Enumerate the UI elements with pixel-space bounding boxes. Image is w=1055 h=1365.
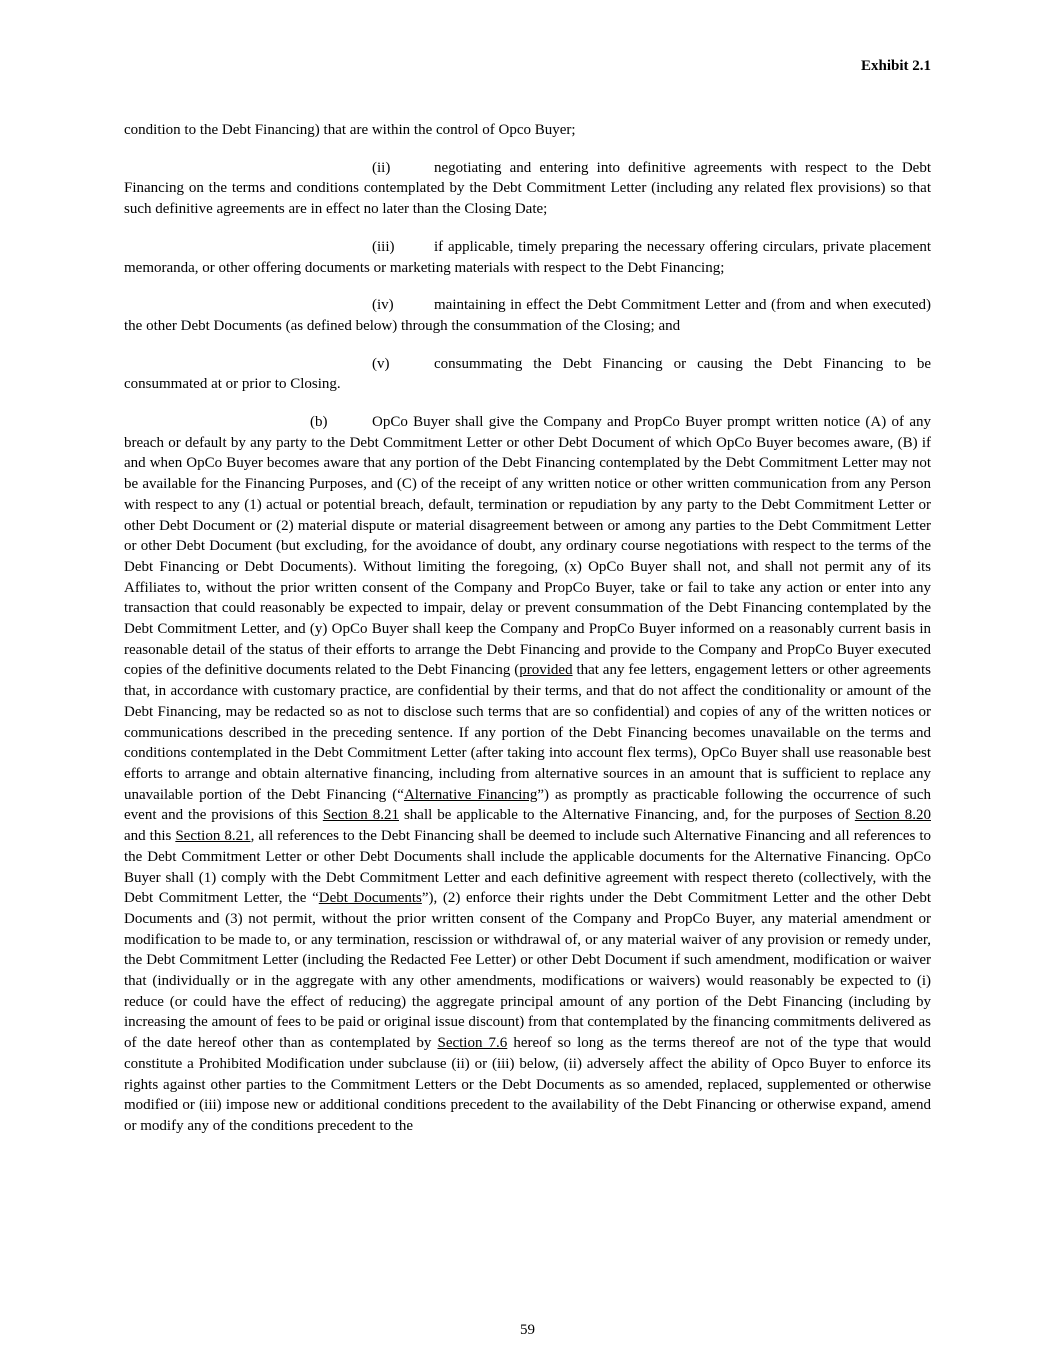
clause-text: ”) as promptly as practicable following the occurrence of such event and the provisions of this	[124, 786, 931, 824]
paragraph-continuation: condition to the Debt Financing) that are within the control of Opco Buyer;	[124, 122, 576, 138]
defined-term-alternative-financing: Alternative Financing	[403, 786, 538, 803]
section-ref-8-21: Section 8.21	[175, 828, 251, 845]
clause-text: shall be applicable to the Alternative Financing, and, for the purposes of	[399, 807, 855, 824]
clause-text: maintaining in effect the Debt Commitment Letter and (from and when executed) the other Debt Documents (as defined below) through the consummation of the Closing; and	[124, 297, 931, 334]
section-ref-8-20: Section 8.20	[854, 807, 931, 824]
clause-number: (iv)	[372, 297, 394, 314]
clause-text: ”), (2) enforce their rights under the Debt Commitment Letter and the other Debt Documents and (3) not permit, without the prior written consent of the Company and PropCo Buyer, any material amendment or modification to be made to, or any termination, rescission or withdrawal of, or any material waiver of any provision or remedy under, the Debt Commitment Letter (including the Redacted Fee Letter) or other Debt Document if such amendment, modification or waiver that (individually or in the aggregate with any other amendments, modifications or waivers) would reasonably be expected to (i) reduce (or could have the effect of reducing) the aggregate principal amount of any portion of the Debt Financing (including by increasing the amount of fees to be paid or original issue discount) from that contemplated by the financing commitments delivered as of the date hereof other than as contemplated by	[124, 890, 932, 1052]
section-ref-7-6: Section 7.6	[437, 1035, 508, 1052]
section-ref-8-21: Section 8.21	[322, 807, 399, 824]
clause-ii	[124, 158, 931, 220]
clause-iv	[124, 295, 931, 336]
defined-term-debt-documents: Debt Documents	[318, 890, 422, 907]
clause-text: hereof so long as the terms thereof are not of the type that would constitute a Prohibited Modification under subclause (ii) or (iii) below, (ii) adversely affect the ability of Opco Buyer to enforce its rights against other parties to the Commitment Letters or the Debt Documents as so amended, replaced, supplemented or otherwise modified or (iii) impose new or additional conditions precedent to the availability of the Debt Financing or otherwise expand, amend or modify any of the conditions precedent to the	[124, 1035, 931, 1134]
defined-term-provided: provided	[519, 662, 573, 679]
clause-text: negotiating and entering into definitive agreements with respect to the Debt Financing on the terms and conditions contemplated by the Debt Commitment Letter (including any related flex provisions) so that such definitive agreements are in effect no later than the Closing Date;	[124, 159, 931, 218]
clause-text: consummating the Debt Financing or causing the Debt Financing to be consummated at or prior to Closing.	[124, 355, 931, 393]
clause-number: (v)	[372, 355, 390, 372]
clause-number: (iii)	[372, 238, 395, 255]
clause-b	[124, 412, 931, 1137]
clause-text: , all references to the Debt Financing shall be deemed to include such Alternative Financing and all references to the Debt Commitment Letter or other Debt Documents shall include the applicable documents for the Alternative Financing. OpCo Buyer shall (1) comply with the Debt Commitment Letter and each definitive agreement with respect thereto (collectively, with the Debt Commitment Letter, the “	[124, 828, 931, 907]
clause-number: (ii)	[372, 159, 391, 176]
clause-number: (b)	[310, 414, 328, 431]
clause-text: that any fee letters, engagement letters or other agreements that, in accordance with customary practice, are confidential by their terms, and that do not affect the conditionality or amount of the Debt Financing, may be redacted so as not to disclose such terms that are so confidential) and copies of any of the written notices or communications described in the preceding sentence. If any portion of the Debt Financing becomes unavailable on the terms and conditions contemplated in the Debt Commitment Letter (after taking into account flex terms), OpCo Buyer shall use reasonable best efforts to arrange and obtain alternative financing, including from alternative sources in an amount that is sufficient to replace any unavailable portion of the Debt Financing (“	[124, 662, 931, 803]
exhibit-label: Exhibit 2.1	[860, 58, 931, 74]
clause-text: if applicable, timely preparing the necessary offering circulars, private placement memoranda, or other offering documents or marketing materials with respect to the Debt Financing;	[124, 238, 931, 276]
clause-v	[124, 354, 931, 395]
page-number: 59	[520, 1322, 535, 1338]
document-body	[124, 120, 931, 1154]
clause-text: and this	[124, 828, 176, 845]
clause-iii	[124, 237, 931, 278]
clause-text: OpCo Buyer shall give the Company and PropCo Buyer prompt written notice (A) of any breach or default by any party to the Debt Commitment Letter or other Debt Document of which OpCo Buyer becomes aware, (B) if and when OpCo Buyer becomes aware that any portion of the Debt Financing contemplated by the Debt Commitment Letter may not be available for the Financing Purposes, and (C) of the receipt of any written notice or other written communication from any Person with respect to any (1) actual or potential breach, default, termination or repudiation by any party to the Debt Commitment Letter or other Debt Document or (2) material dispute or material disagreement between or among any parties to the Debt Commitment Letter or other Debt Document (but excluding, for the avoidance of doubt, any ordinary course negotiations with respect to the terms of the Debt Financing or Debt Documents). Without limiting the foregoing, (x) OpCo Buyer shall not, and shall not permit any of its Affiliates to, without the prior written consent of the Company and PropCo Buyer, take or fail to take any action or enter into any transaction that could reasonably be expected to impair, delay or prevent consummation of the Debt Financing contemplated by the Debt Commitment Letter, and (y) OpCo Buyer shall keep the Company and PropCo Buyer informed on a reasonably current basis in reasonable detail of the status of their efforts to arrange the Debt Financing and provide to the Company and PropCo Buyer executed copies of the definitive documents related to the Debt Financing (	[124, 414, 931, 679]
